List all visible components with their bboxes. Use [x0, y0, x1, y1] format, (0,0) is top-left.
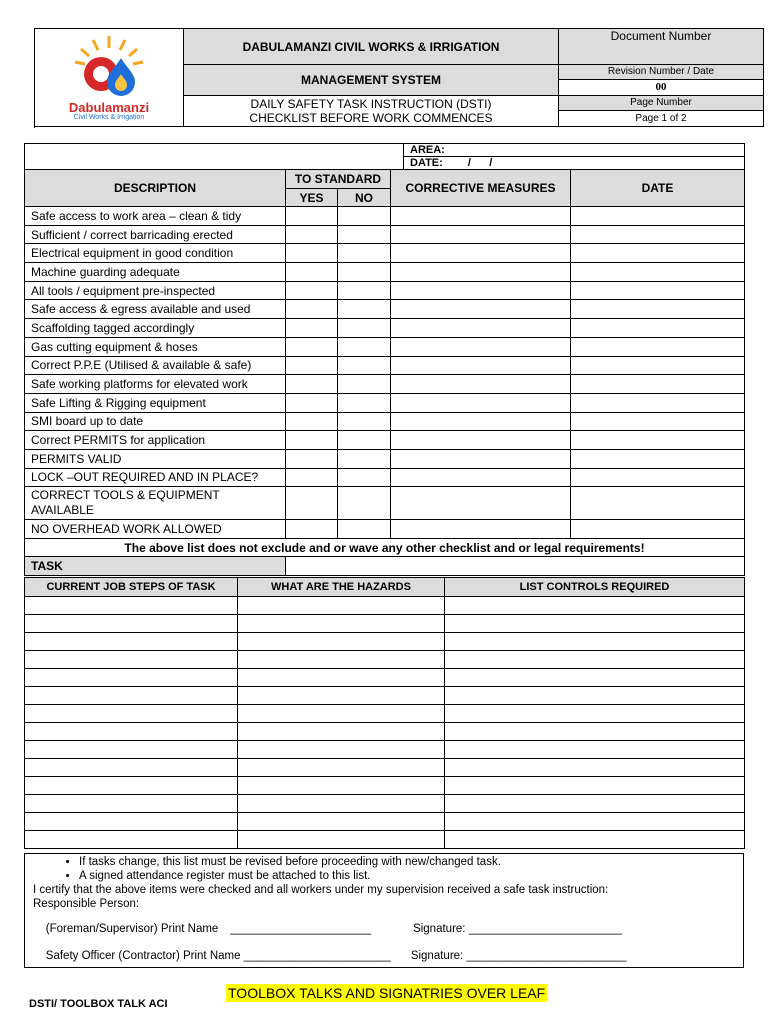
date-cell[interactable]: [571, 468, 745, 487]
checklist-row: [25, 412, 745, 431]
yes-cell[interactable]: [286, 468, 338, 487]
no-cell[interactable]: [338, 319, 391, 338]
corrective-cell[interactable]: [391, 431, 571, 450]
checklist-item: NO OVERHEAD WORK ALLOWED: [25, 520, 286, 539]
document-title-line1: DAILY SAFETY TASK INSTRUCTION (DSTI): [250, 97, 492, 111]
page-number-value: Page 1 of 2: [635, 113, 687, 124]
job-step-cell[interactable]: [25, 615, 238, 633]
document-title-line2: CHECKLIST BEFORE WORK COMMENCES: [249, 111, 493, 125]
safety-officer-name-label: Safety Officer (Contractor) Print Name: [45, 950, 241, 962]
no-cell[interactable]: [338, 487, 391, 520]
logo-text: Dabulamanzi: [68, 99, 150, 115]
hazard-cell[interactable]: [238, 705, 445, 723]
no-cell[interactable]: [338, 281, 391, 300]
checklist-row: [25, 393, 745, 412]
task-step-row: [25, 813, 745, 831]
date-cell[interactable]: [571, 207, 745, 226]
job-step-cell[interactable]: [25, 633, 238, 651]
no-cell[interactable]: [338, 207, 391, 226]
checklist-item: Gas cutting equipment & hoses: [25, 337, 286, 356]
corrective-cell[interactable]: [391, 412, 571, 431]
yes-cell[interactable]: [286, 412, 338, 431]
company-name: DABULAMANZI CIVIL WORKS & IRRIGATION: [184, 29, 559, 65]
certification-section: [24, 853, 744, 968]
yes-cell[interactable]: [286, 393, 338, 412]
control-cell[interactable]: [445, 831, 745, 849]
document-code: DSTI/ TOOLBOX TALK ACI: [29, 998, 168, 1010]
corrective-measures-header: CORRECTIVE MEASURES: [391, 170, 571, 207]
job-step-cell[interactable]: [25, 669, 238, 687]
hazard-cell[interactable]: [238, 741, 445, 759]
yes-header: YES: [286, 189, 338, 207]
job-step-cell[interactable]: [25, 759, 238, 777]
yes-cell[interactable]: [286, 520, 338, 539]
job-step-cell[interactable]: [25, 651, 238, 669]
task-input[interactable]: [286, 557, 745, 576]
controls-header: LIST CONTROLS REQUIRED: [445, 578, 745, 597]
no-cell[interactable]: [338, 412, 391, 431]
date-cell[interactable]: [571, 412, 745, 431]
hazard-cell[interactable]: [238, 831, 445, 849]
checklist-item: LOCK –OUT REQUIRED AND IN PLACE?: [25, 468, 286, 487]
checklist-row: [25, 319, 745, 338]
job-step-cell[interactable]: [25, 741, 238, 759]
checklist-row: [25, 468, 745, 487]
task-step-row: [25, 597, 745, 615]
date-cell[interactable]: [571, 225, 745, 244]
task-step-row: [25, 705, 745, 723]
task-label: TASK: [25, 557, 286, 576]
yes-cell[interactable]: [286, 375, 338, 394]
hazard-cell[interactable]: [238, 759, 445, 777]
checklist-row: [25, 520, 745, 539]
foreman-name-label: (Foreman/Supervisor) Print Name: [45, 923, 219, 935]
no-cell[interactable]: [338, 225, 391, 244]
corrective-cell[interactable]: [391, 520, 571, 539]
safety-officer-signature-label: Signature:: [410, 950, 464, 962]
checklist-item: Electrical equipment in good condition: [25, 244, 286, 263]
job-step-cell[interactable]: [25, 795, 238, 813]
yes-cell[interactable]: [286, 225, 338, 244]
no-cell[interactable]: [338, 300, 391, 319]
no-cell[interactable]: [338, 375, 391, 394]
checklist-item: Machine guarding adequate: [25, 263, 286, 282]
yes-cell[interactable]: [286, 244, 338, 263]
corrective-cell[interactable]: [391, 225, 571, 244]
corrective-cell[interactable]: [391, 375, 571, 394]
yes-cell[interactable]: [286, 356, 338, 375]
task-step-row: [25, 669, 745, 687]
control-cell[interactable]: [445, 687, 745, 705]
hazard-cell[interactable]: [238, 723, 445, 741]
checklist-item: Sufficient / correct barricading erected: [25, 225, 286, 244]
checklist-item: Correct P.P.E (Utilised & available & safe): [25, 356, 286, 375]
yes-cell[interactable]: [286, 263, 338, 282]
yes-cell[interactable]: [286, 281, 338, 300]
responsible-person-label: Responsible Person:: [33, 898, 140, 910]
description-header: DESCRIPTION: [25, 170, 286, 207]
corrective-cell[interactable]: [391, 300, 571, 319]
control-cell[interactable]: [445, 669, 745, 687]
no-cell[interactable]: [338, 263, 391, 282]
no-cell[interactable]: [338, 356, 391, 375]
corrective-cell[interactable]: [391, 244, 571, 263]
date-header: DATE: [571, 170, 745, 207]
control-cell[interactable]: [445, 651, 745, 669]
control-cell[interactable]: [445, 741, 745, 759]
checklist-item: All tools / equipment pre-inspected: [25, 281, 286, 300]
control-cell[interactable]: [445, 615, 745, 633]
revision-label: Revision Number / Date: [559, 65, 763, 80]
control-cell[interactable]: [445, 723, 745, 741]
safety-officer-name-field[interactable]: _______________________: [243, 950, 391, 962]
date-cell[interactable]: [571, 300, 745, 319]
corrective-cell[interactable]: [391, 468, 571, 487]
hazard-cell[interactable]: [238, 615, 445, 633]
no-cell[interactable]: [338, 393, 391, 412]
logo-subtext: Civil Works & Irrigation: [73, 113, 145, 121]
corrective-cell[interactable]: [391, 487, 571, 520]
checklist-item: CORRECT TOOLS & EQUIPMENT AVAILABLE: [25, 487, 286, 520]
control-cell[interactable]: [445, 795, 745, 813]
hazard-cell[interactable]: [238, 669, 445, 687]
yes-cell[interactable]: [286, 207, 338, 226]
checklist-row: [25, 337, 745, 356]
company-logo: [35, 29, 184, 127]
system-name: MANAGEMENT SYSTEM: [184, 65, 559, 96]
task-step-row: [25, 723, 745, 741]
hazard-cell[interactable]: [238, 795, 445, 813]
task-step-row: [25, 687, 745, 705]
document-number-label: Document Number: [559, 29, 764, 65]
to-standard-header: TO STANDARD: [286, 170, 391, 189]
corrective-cell[interactable]: [391, 207, 571, 226]
no-cell[interactable]: [338, 449, 391, 468]
hazard-cell[interactable]: [238, 777, 445, 795]
job-step-cell[interactable]: [25, 687, 238, 705]
task-step-row: [25, 831, 745, 849]
control-cell[interactable]: [445, 597, 745, 615]
yes-cell[interactable]: [286, 449, 338, 468]
checklist-item: Safe working platforms for elevated work: [25, 375, 286, 394]
document-header: [34, 28, 764, 127]
checklist-item: Scaffolding tagged accordingly: [25, 319, 286, 338]
date-cell[interactable]: [571, 244, 745, 263]
yes-cell[interactable]: [286, 431, 338, 450]
hazard-cell[interactable]: [238, 687, 445, 705]
date-cell[interactable]: [571, 263, 745, 282]
checklist-row: [25, 375, 745, 394]
safety-officer-signature-field[interactable]: _________________________: [466, 950, 627, 962]
area-date-blank: [25, 144, 404, 170]
checklist-row: [25, 225, 745, 244]
certify-statement: I certify that the above items were checked and all workers under my supervision received a safe task instruction:: [33, 884, 609, 896]
checklist-row: [25, 487, 745, 520]
document-title: [184, 96, 559, 127]
checklist-disclaimer: The above list does not exclude and or wave any other checklist and or legal requirements!: [25, 539, 745, 557]
checklist-row: [25, 244, 745, 263]
no-cell[interactable]: [338, 337, 391, 356]
control-cell[interactable]: [445, 705, 745, 723]
foreman-name-field[interactable]: ______________________: [230, 923, 372, 935]
no-header: NO: [338, 189, 391, 207]
safety-checklist-table: [24, 143, 745, 576]
corrective-cell[interactable]: [391, 281, 571, 300]
checklist-item: Safe access to work area – clean & tidy: [25, 207, 286, 226]
date-cell[interactable]: [571, 375, 745, 394]
date-cell[interactable]: [571, 520, 745, 539]
hazards-header: WHAT ARE THE HAZARDS: [238, 578, 445, 597]
instruction-item: • If tasks change, this list must be revised before proceeding with new/changed task.: [79, 855, 743, 869]
task-step-row: [25, 741, 745, 759]
task-step-row: [25, 795, 745, 813]
corrective-cell[interactable]: [391, 393, 571, 412]
checklist-row: [25, 449, 745, 468]
control-cell[interactable]: [445, 777, 745, 795]
control-cell[interactable]: [445, 813, 745, 831]
task-step-row: [25, 615, 745, 633]
control-cell[interactable]: [445, 759, 745, 777]
date-cell[interactable]: [571, 356, 745, 375]
yes-cell[interactable]: [286, 319, 338, 338]
checklist-item: Safe Lifting & Rigging equipment: [25, 393, 286, 412]
checklist-row: [25, 431, 745, 450]
checklist-row: [25, 281, 745, 300]
instruction-item: • A signed attendance register must be attached to this list.: [79, 869, 743, 883]
date-cell[interactable]: [571, 337, 745, 356]
yes-cell[interactable]: [286, 300, 338, 319]
checklist-row: [25, 263, 745, 282]
job-step-cell[interactable]: [25, 597, 238, 615]
page-number-cell: [559, 96, 764, 127]
checklist-row: [25, 300, 745, 319]
date-cell[interactable]: [571, 393, 745, 412]
job-step-cell[interactable]: [25, 831, 238, 849]
date-cell[interactable]: [571, 431, 745, 450]
no-cell[interactable]: [338, 468, 391, 487]
task-steps-table: [24, 577, 745, 849]
revision-value: 00: [655, 81, 667, 93]
date-cell[interactable]: [571, 281, 745, 300]
checklist-item: PERMITS VALID: [25, 449, 286, 468]
task-step-row: [25, 777, 745, 795]
job-step-cell[interactable]: [25, 705, 238, 723]
foreman-signature-field[interactable]: ________________________: [468, 923, 623, 935]
task-step-row: [25, 651, 745, 669]
date-cell[interactable]: [571, 449, 745, 468]
overleaf-notice: TOOLBOX TALKS AND SIGNATRIES OVER LEAF: [228, 985, 546, 1001]
no-cell[interactable]: [338, 244, 391, 263]
page-number-label: Page Number: [559, 96, 763, 111]
date-field[interactable]: DATE: / /: [404, 157, 745, 170]
checklist-item: SMI board up to date: [25, 412, 286, 431]
corrective-cell[interactable]: [391, 337, 571, 356]
instruction-list: [25, 855, 743, 883]
date-cell[interactable]: [571, 487, 745, 520]
task-step-row: [25, 633, 745, 651]
hazard-cell[interactable]: [238, 651, 445, 669]
control-cell[interactable]: [445, 633, 745, 651]
job-step-cell[interactable]: [25, 777, 238, 795]
checklist-item: Correct PERMITS for application: [25, 431, 286, 450]
yes-cell[interactable]: [286, 487, 338, 520]
area-label: AREA:: [404, 144, 745, 157]
job-step-cell[interactable]: [25, 723, 238, 741]
checklist-item: Safe access & egress available and used: [25, 300, 286, 319]
task-step-row: [25, 759, 745, 777]
hazard-cell[interactable]: [238, 633, 445, 651]
hazard-cell[interactable]: [238, 813, 445, 831]
date-cell[interactable]: [571, 319, 745, 338]
job-steps-header: CURRENT JOB STEPS OF TASK: [25, 578, 238, 597]
yes-cell[interactable]: [286, 337, 338, 356]
checklist-row: [25, 207, 745, 226]
safety-officer-signature-row: [33, 938, 626, 974]
hazard-cell[interactable]: [238, 597, 445, 615]
revision-cell: [559, 65, 764, 96]
no-cell[interactable]: [338, 520, 391, 539]
corrective-cell[interactable]: [391, 449, 571, 468]
checklist-row: [25, 356, 745, 375]
logo-sun-gear-icon: [49, 34, 169, 104]
corrective-cell[interactable]: [391, 263, 571, 282]
no-cell[interactable]: [338, 431, 391, 450]
corrective-cell[interactable]: [391, 319, 571, 338]
corrective-cell[interactable]: [391, 356, 571, 375]
job-step-cell[interactable]: [25, 813, 238, 831]
foreman-signature-label: Signature:: [413, 923, 466, 935]
